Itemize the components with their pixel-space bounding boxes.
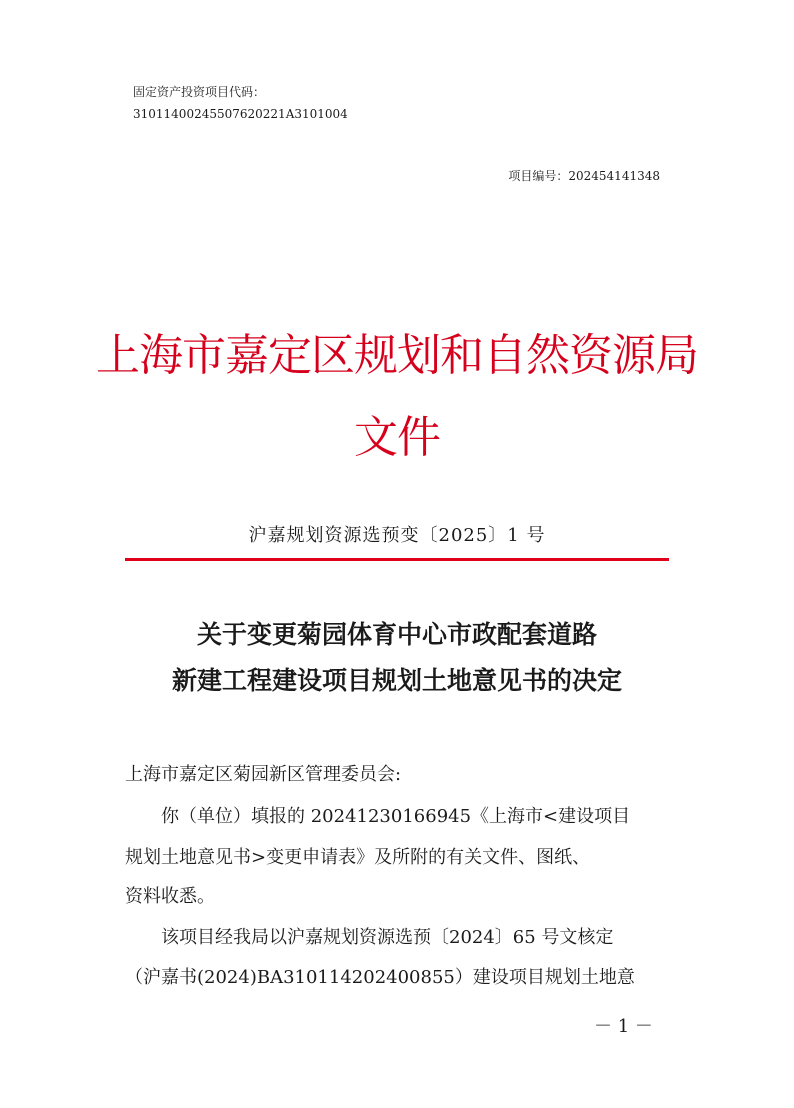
body-line: 规划土地意见书>变更申请表》及所附的有关文件、图纸、 [125,847,591,868]
investment-code-label: 固定资产投资项目代码： [133,85,266,99]
investment-code-value: 31011400245507620221A3101004 [133,107,348,121]
body-line: 你（单位）填报的 20241230166945《上海市<建设项目 [161,806,631,827]
issuer-document-label: 文件 [354,412,440,463]
project-number: 项目编号：202454141348 [508,169,660,183]
body-line: 该项目经我局以沪嘉规划资源选预〔2024〕65 号文核定 [161,927,614,948]
issuer-name: 上海市嘉定区规划和自然资源局 [96,330,698,381]
addressee: 上海市嘉定区菊园新区管理委员会: [125,764,402,785]
page-number: － 1 － [594,1016,653,1037]
document-number: 沪嘉规划资源选预变〔2025〕1 号 [248,525,546,546]
body-line: （沪嘉书(2024)BA310114202400855）建设项目规划土地意 [125,967,635,988]
document-title-line-2: 新建工程建设项目规划土地意见书的决定 [171,666,622,695]
body-line: 资料收悉。 [125,886,215,907]
document-title-line-1: 关于变更菊园体育中心市政配套道路 [196,620,597,649]
red-divider [125,558,669,561]
